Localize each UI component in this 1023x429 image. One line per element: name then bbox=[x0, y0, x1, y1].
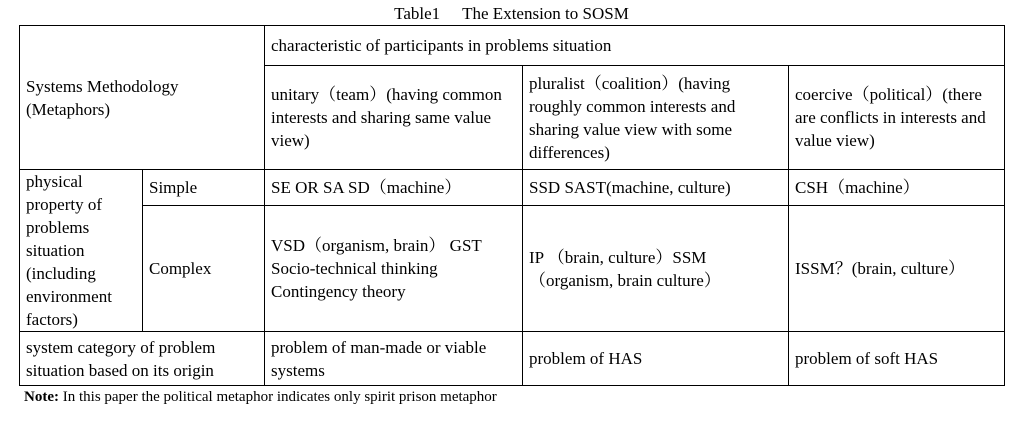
participants-label: characteristic of participants in problems situation bbox=[271, 36, 612, 55]
row-type-simple: Simple bbox=[143, 170, 265, 206]
table-cell: problem of HAS bbox=[523, 332, 789, 386]
table-row bbox=[20, 170, 1005, 206]
sosm-table bbox=[19, 25, 1005, 386]
system-category-label: system category of problem situation based on its origin bbox=[26, 337, 216, 380]
table-number: Table1 bbox=[394, 4, 441, 23]
table-title: The Extension to SOSM bbox=[462, 4, 629, 23]
table-row bbox=[20, 26, 1005, 66]
coercive-header-cell: coercive（political）(there are conflicts in interests and value view) bbox=[789, 66, 1005, 170]
unitary-header-cell: unitary（team）(having common interests and sharing same value view) bbox=[265, 66, 523, 170]
table-caption bbox=[0, 4, 1023, 24]
table-cell: problem of soft HAS bbox=[789, 332, 1005, 386]
pluralist-header-cell: pluralist（coalition）(having roughly common interests and sharing value view with some differences) bbox=[523, 66, 789, 170]
table-row bbox=[20, 206, 1005, 332]
table-cell: ISSM？(brain, culture） bbox=[789, 206, 1005, 332]
physical-property-label: physical property of problems situation (including environment factors) bbox=[26, 172, 112, 329]
methodology-header-cell bbox=[20, 26, 265, 170]
table-cell: problem of man-made or viable systems bbox=[265, 332, 523, 386]
table-cell: SSD SAST(machine, culture) bbox=[523, 170, 789, 206]
participants-header-cell bbox=[265, 26, 1005, 66]
table-cell: VSD（organism, brain） GST Socio-technical thinking Contingency theory bbox=[265, 206, 523, 332]
note-label: Note: bbox=[24, 389, 59, 405]
table-cell: CSH（machine） bbox=[789, 170, 1005, 206]
table-note bbox=[24, 388, 497, 406]
table-row bbox=[20, 332, 1005, 386]
table-cell: IP （brain, culture）SSM（organism, brain culture） bbox=[523, 206, 789, 332]
row-type-complex: Complex bbox=[143, 206, 265, 332]
table-cell: SE OR SA SD（machine） bbox=[265, 170, 523, 206]
system-category-cell bbox=[20, 332, 265, 386]
methodology-label: Systems Methodology (Metaphors) bbox=[26, 76, 179, 119]
note-text: In this paper the political metaphor indicates only spirit prison metaphor bbox=[62, 389, 497, 405]
physical-property-cell bbox=[20, 170, 143, 332]
